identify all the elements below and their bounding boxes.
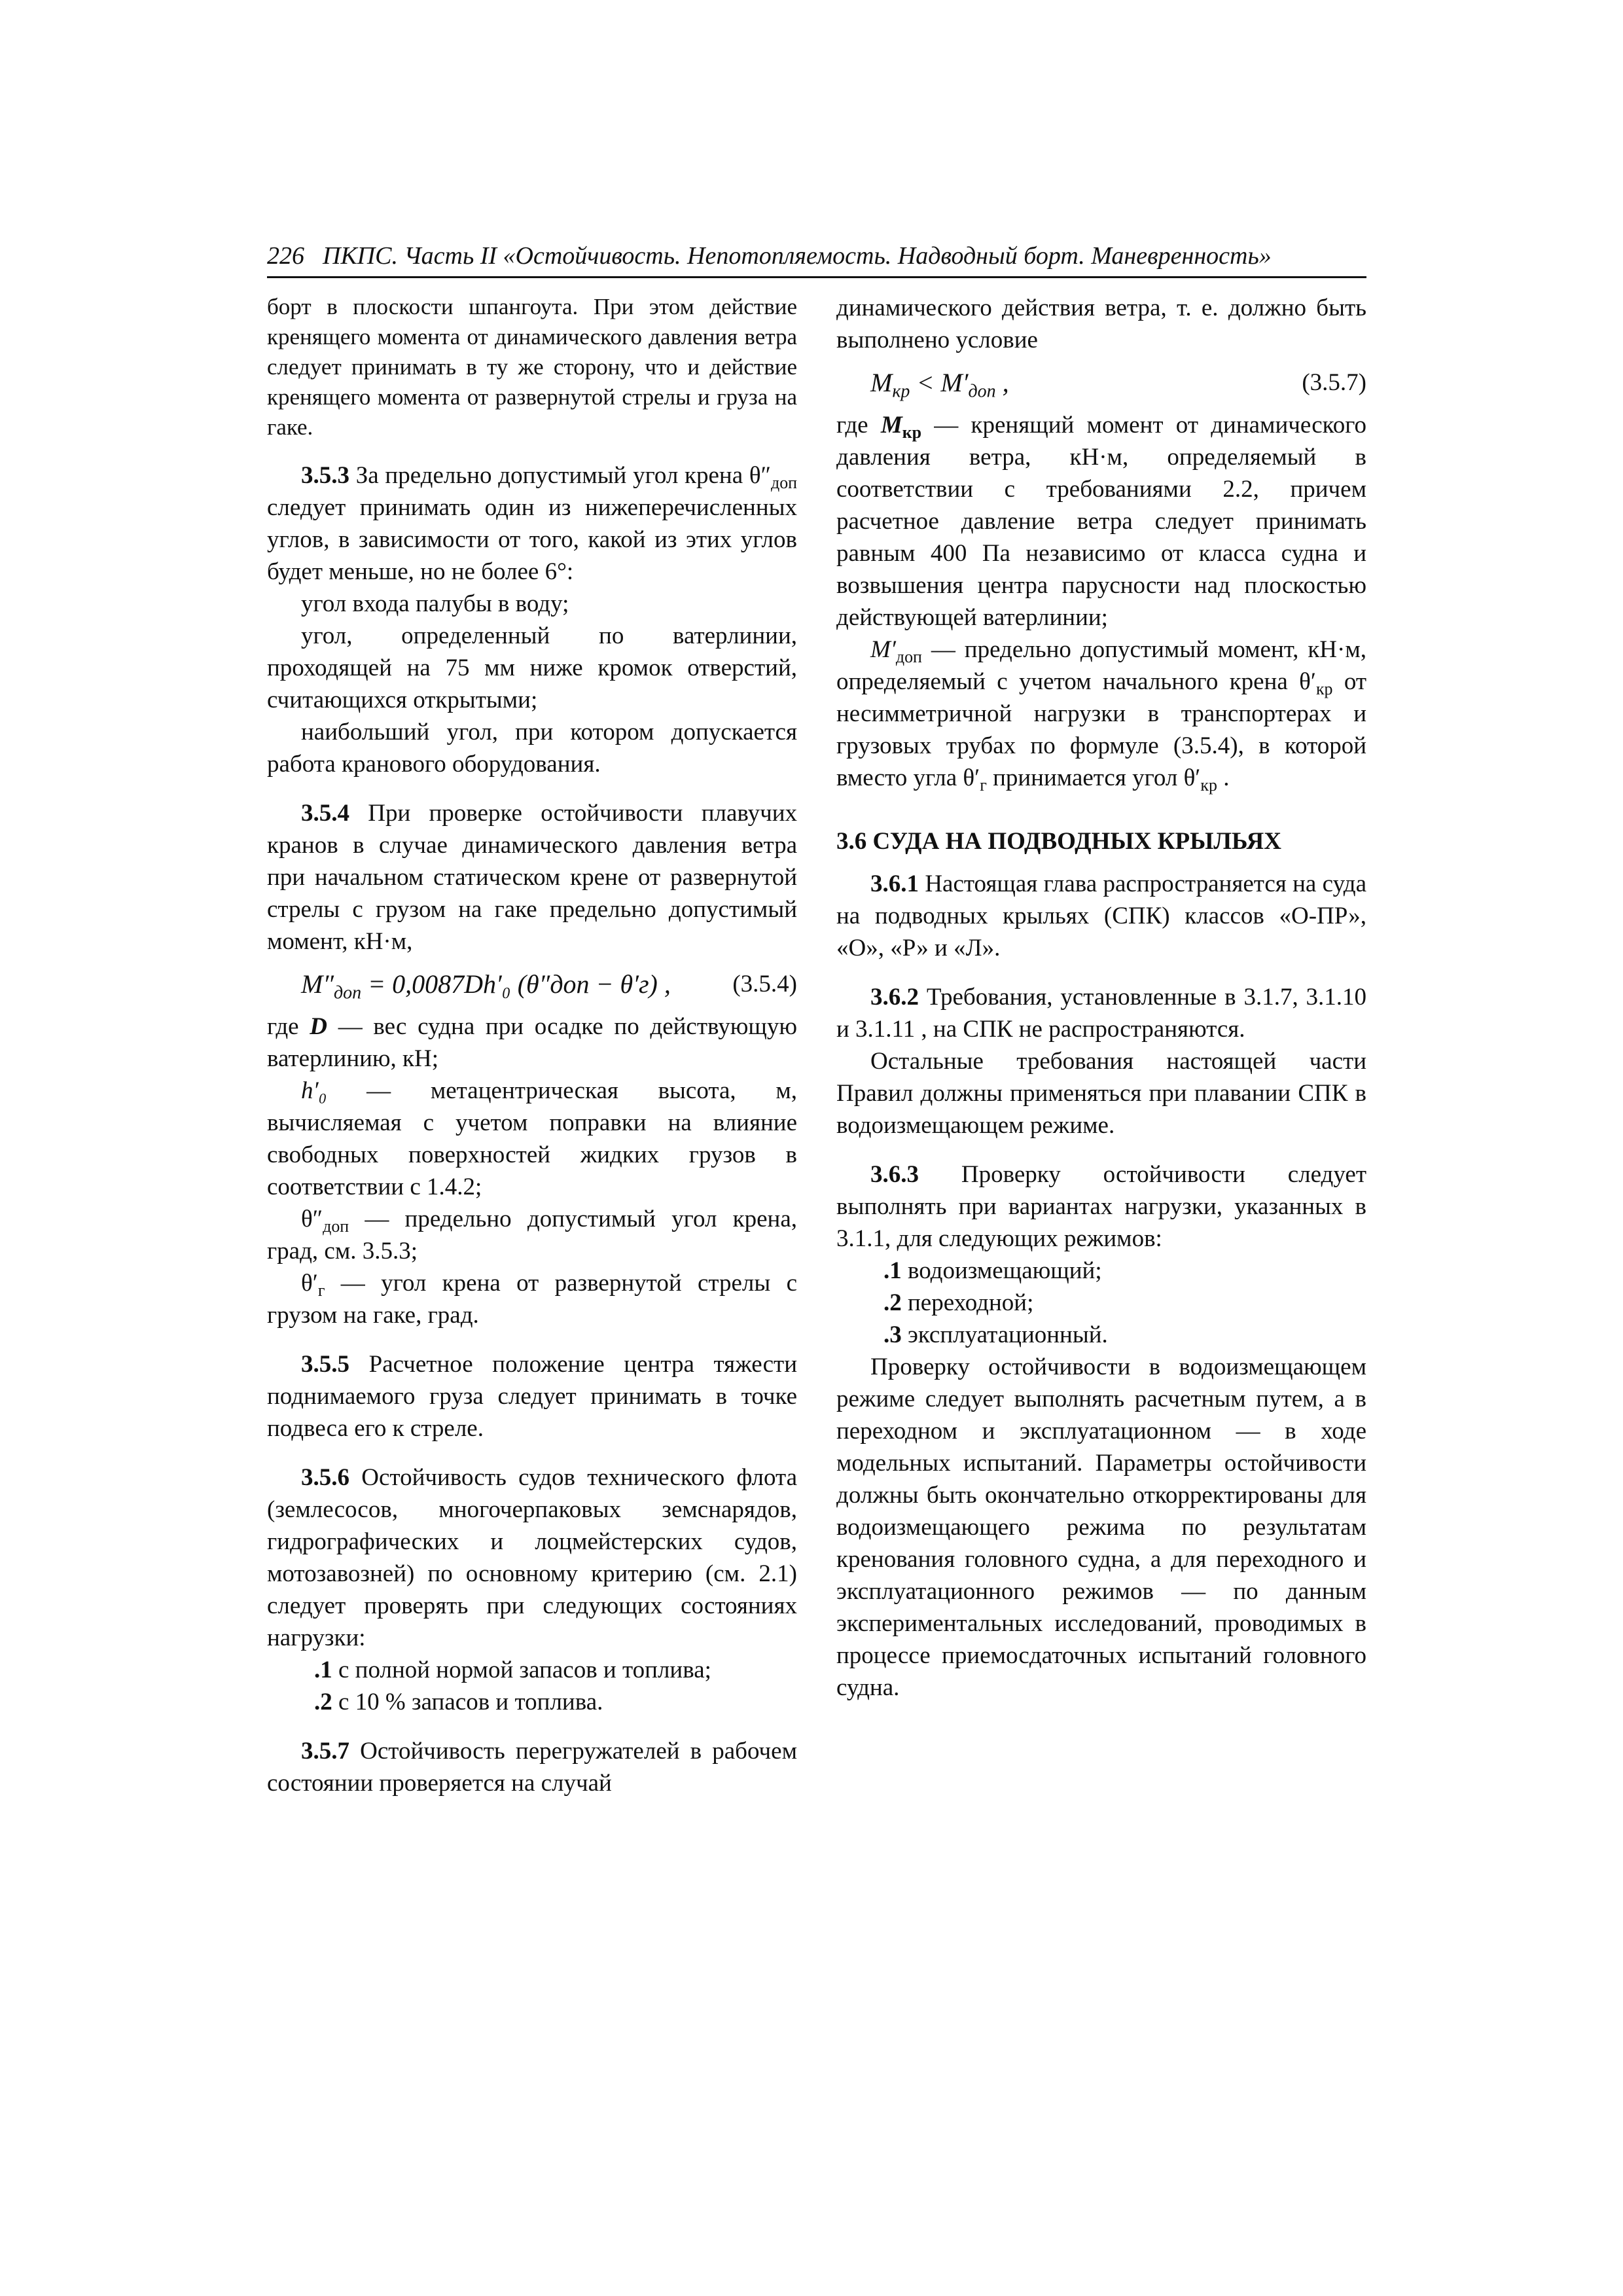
list-item: .1 водоизмещающий; <box>883 1257 1102 1284</box>
section-3-6-2: 3.6.2 Требования, установленные в 3.1.7, 3.1.10 и 3.1.11 , на СПК не распространяются. <box>836 984 1367 1043</box>
section-3-5-5: 3.5.5 Расчетное положение центра тяжести поднимаемого груза следует принимать в точке подвеса его к стреле. <box>267 1351 798 1442</box>
page-header <box>267 236 1366 278</box>
section-3-6-3: 3.6.3 Проверку остойчивости следует выполнять при вариантах нагрузки, указанных в 3.1.1, для следующих режимов: <box>836 1161 1366 1252</box>
list-item: .1 с полной нормой запасов и топлива; <box>314 1657 711 1683</box>
list-item: угол входа палубы в воду; <box>301 590 569 617</box>
where-definition: $\theta''_{доп}$ — предельно допустимый угол крена, град, см. 3.5.3; <box>267 1206 797 1265</box>
list-item: .2 с 10 % запасов и топлива. <box>314 1689 603 1715</box>
list-item: .3 эксплуатационный. <box>883 1321 1108 1348</box>
list-item: наибольший угол, при котором допускается работа кранового оборудования. <box>267 719 797 778</box>
paragraph: Остальные требования настоящей части Правил должны применяться при плавании СПК в водоизмещающем режиме. <box>836 1048 1366 1139</box>
running-title: ПКПС. Часть II «Остойчивость. Непотопляемость. Надводный борт. Маневренность» <box>323 242 1272 270</box>
section-number: 3.6.2 <box>870 984 919 1011</box>
paragraph: Проверку остойчивости в водоизмещающем режиме следует выполнять расчетным путем, а в переходном и эксплуатационном — в ходе модельных испытаний. Параметры остойчивости должны быть окончательно откорректированы для водоизмещающего режима по результатам кренования головного судна, а для переходного и эксплуатационного режимов — по данным экспериментальных исследований, проводимых в процессе приемосдаточных испытаний головного судна. <box>836 1354 1366 1701</box>
formula-number: (3.5.4) <box>732 971 797 997</box>
chapter-heading-3-6: 3.6 СУДА НА ПОДВОДНЫХ КРЫЛЬЯХ <box>836 828 1281 855</box>
section-number: 3.6.1 <box>870 870 919 897</box>
section-3-5-3: 3.5.3 За предельно допустимый угол крена $\theta''_{доп}$ следует принимать один из нижеперечисленных углов, в зависимости от того, какой из этих углов будет меньше, но не более 6°: <box>267 462 797 585</box>
section-number: 3.5.7 <box>301 1738 349 1765</box>
section-number: 3.6.3 <box>870 1161 919 1188</box>
page-number: 226 <box>267 242 304 270</box>
left-column <box>267 292 797 1799</box>
continuation-paragraph: динамического действия ветра, т. е. должно быть выполнено условие <box>836 295 1366 353</box>
section-number: 3.5.4 <box>301 800 349 827</box>
section-number: 3.5.3 <box>301 462 349 489</box>
section-number: 3.5.6 <box>301 1464 349 1491</box>
section-3-5-7: 3.5.7 Остойчивость перегружателей в рабочем состоянии проверяется на случай <box>267 1738 797 1797</box>
where-definition: где $M_{кр}$ — кренящий момент от динамического давления ветра, кН·м, определяемый в соответствии с требованиями 2.2, причем расчетное давление ветра следует принимать равным 400 Па независимо от класса судна и возвышения центра парусности над плоскостью действующей ватерлинии; <box>836 412 1367 631</box>
formula-3-5-4: $M''_{доп} = 0,0087Dh'_0$ (θ″доп − θ′г) , (3.5.4) <box>301 969 797 1003</box>
section-3-5-6: 3.5.6 Остойчивость судов технического флота (землесосов, многочерпаковых земснарядов, гидрографических и лоцмейстерских судов, мотозавозней) по основному критерию (см. 2.1) следует проверять при следующих состояниях нагрузки: <box>267 1464 798 1651</box>
section-3-5-4: 3.5.4 При проверке остойчивости плавучих кранов в случае динамического давления ветра при начальном статическом крене от развернутой стрелы с грузом на гаке предельно допустимый момент, кН·м, <box>267 800 798 955</box>
section-number: 3.5.5 <box>301 1351 349 1378</box>
intro-paragraph: борт в плоскости шпангоута. При этом действие кренящего момента от динамического давления ветра следует принимать в ту же сторону, что и действие кренящего момента от развернутой стрелы и груза на гаке. <box>267 294 797 440</box>
right-column <box>836 292 1366 1704</box>
where-definition: где D — вес судна при осадке по действующую ватерлинию, кН; <box>267 1013 798 1072</box>
section-3-6-1: 3.6.1 Настоящая глава распространяется на суда на подводных крыльях (СПК) классов «О-ПР», «О», «Р» и «Л». <box>836 870 1367 961</box>
where-definition: $M'_{доп}$ — предельно допустимый момент, кН·м, определяемый с учетом начального крена $\theta'_{кр}$ от несимметричной нагрузки в транспортерах и грузовых трубах по формуле (3.5.4), в которой вместо угла $\theta'_г$ принимается угол $\theta'_{кр}$ . <box>836 636 1367 795</box>
formula-number: (3.5.7) <box>1302 369 1366 396</box>
list-item: .2 переходной; <box>883 1289 1034 1316</box>
where-definition: $\theta'_г$ — угол крена от развернутой стрелы с грузом на гаке, град. <box>267 1270 797 1329</box>
list-item: угол, определенный по ватерлинии, проходящей на 75 мм ниже кромок отверстий, считающихся открытыми; <box>267 622 797 713</box>
where-definition: h′₀ — метацентрическая высота, м, вычисляемая с учетом поправки на влияние свободных поверхностей жидких грузов в соответствии с 1.4.2; <box>267 1077 797 1200</box>
formula-3-5-7: $M_{кр} < M'_{доп}$ , (3.5.7) <box>870 368 1366 402</box>
